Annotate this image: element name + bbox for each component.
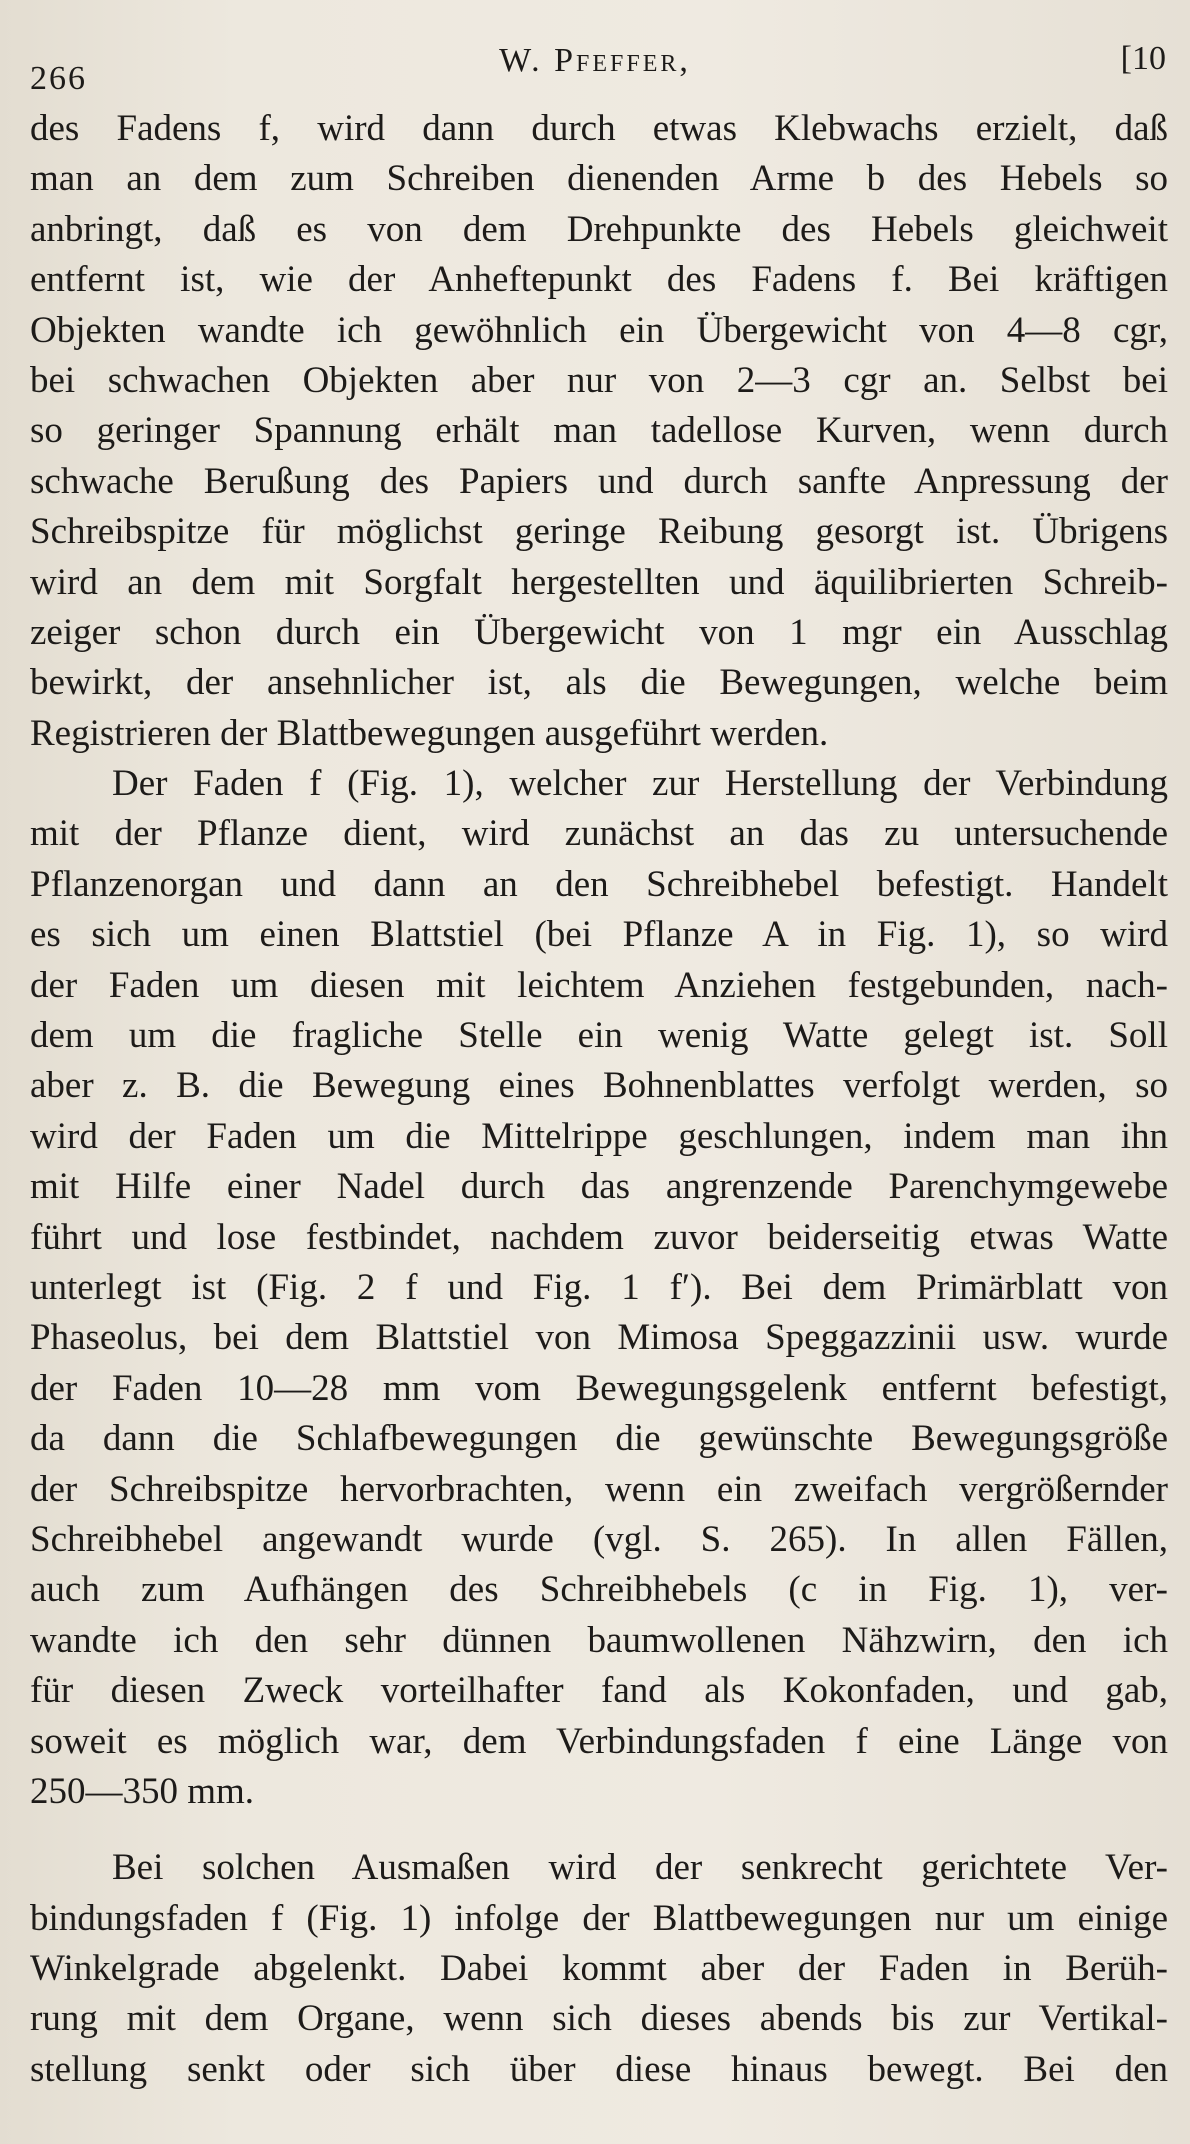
text-line: wandte ich den sehr dünnen baumwollenen Nähzwirn, den ich [30, 1619, 1168, 1661]
text-line: für diesen Zweck vorteilhafter fand als Kokonfaden, und gab, [30, 1670, 1168, 1712]
text-line: Der Faden f (Fig. 1), welcher zur Herstellung der Verbindung [112, 763, 1168, 805]
paragraph-gap [30, 1817, 1168, 1843]
header-section-number: [10 [1120, 40, 1166, 77]
text-line: des Fadens f, wird dann durch etwas Klebwachs erzielt, daß [30, 108, 1168, 149]
paragraph-1 [30, 104, 1168, 759]
text-line: Phaseolus, bei dem Blattstiel von Mimosa Speggazzinii usw. wurde [30, 1317, 1168, 1359]
text-line: entfernt ist, wie der Anheftepunkt des Fadens f. Bei kräftigen [30, 259, 1168, 301]
text-line: der Schreibspitze hervorbrachten, wenn ein zweifach vergrößernder [30, 1468, 1168, 1510]
text-line: mit der Pflanze dient, wird zunächst an das zu untersuchende [30, 813, 1168, 855]
text-line: rung mit dem Organe, wenn sich dieses abends bis zur Vertikal- [30, 1998, 1168, 2040]
text-line: auch zum Aufhängen des Schreibhebels (c in Fig. 1), ver- [30, 1569, 1168, 1611]
text-line: bei schwachen Objekten aber nur von 2—3 cgr an. Selbst bei [30, 359, 1168, 401]
paragraph-2 [30, 759, 1168, 1817]
text-line: zeiger schon durch ein Übergewicht von 1 mgr ein Ausschlag [30, 611, 1168, 653]
text-line: stellung senkt oder sich über diese hinaus bewegt. Bei den [30, 2048, 1168, 2090]
text-line: Objekten wandte ich gewöhnlich ein Übergewicht von 4—8 cgr, [30, 309, 1168, 351]
text-line: Schreibspitze für möglichst geringe Reibung gesorgt ist. Übrigens [30, 511, 1168, 553]
text-line: bewirkt, der ansehnlicher ist, als die Bewegungen, welche beim [30, 662, 1168, 704]
text-line: Bei solchen Ausmaßen wird der senkrecht gerichtete Ver- [112, 1847, 1168, 1889]
text-line: wird der Faden um die Mittelrippe geschlungen, indem man ihn [30, 1115, 1168, 1157]
text-line: aber z. B. die Bewegung eines Bohnenblattes verfolgt werden, so [30, 1065, 1168, 1107]
text-line: Pflanzenorgan und dann an den Schreibhebel befestigt. Handelt [30, 863, 1168, 905]
header-author: W. Pfeffer, [499, 42, 691, 79]
text-line: schwache Berußung des Papiers und durch sanfte Anpressung der [30, 460, 1168, 502]
text-line: anbringt, daß es von dem Drehpunkte des Hebels gleichweit [30, 208, 1168, 250]
text-line: Registrieren der Blattbewegungen ausgeführt werden. [30, 712, 829, 754]
text-line: der Faden 10—28 mm vom Bewegungsgelenk entfernt befestigt, [30, 1367, 1168, 1409]
text-line: dem um die fragliche Stelle ein wenig Watte gelegt ist. Soll [30, 1015, 1168, 1057]
text-line: bindungsfaden f (Fig. 1) infolge der Blattbewegungen nur um einige [30, 1897, 1168, 1939]
text-line: es sich um einen Blattstiel (bei Pflanze A in Fig. 1), so wird [30, 914, 1168, 956]
paragraph-3 [30, 1843, 1168, 2095]
text-line: da dann die Schlafbewegungen die gewünschte Bewegungsgröße [30, 1418, 1168, 1460]
text-line: wird an dem mit Sorgfalt hergestellten und äquilibrierten Schreib- [30, 561, 1168, 603]
body-text [30, 104, 1168, 2095]
text-line: 250—350 mm. [30, 1770, 255, 1812]
text-line: man an dem zum Schreiben dienenden Arme b des Hebels so [30, 158, 1168, 200]
text-line: so geringer Spannung erhält man tadellose Kurven, wenn durch [30, 410, 1168, 452]
text-line: mit Hilfe einer Nadel durch das angrenzende Parenchymgewebe [30, 1166, 1168, 1208]
text-line: Schreibhebel angewandt wurde (vgl. S. 265). In allen Fällen, [30, 1518, 1168, 1560]
text-line: soweit es möglich war, dem Verbindungsfaden f eine Länge von [30, 1720, 1168, 1762]
text-line: führt und lose festbindet, nachdem zuvor beiderseitig etwas Watte [30, 1216, 1168, 1258]
page-number: 266 [30, 60, 87, 97]
text-line: der Faden um diesen mit leichtem Anziehen festgebunden, nach- [30, 964, 1168, 1006]
text-line: Winkelgrade abgelenkt. Dabei kommt aber der Faden in Berüh- [30, 1948, 1168, 1990]
text-line: unterlegt ist (Fig. 2 f und Fig. 1 f′). Bei dem Primärblatt von [30, 1266, 1168, 1308]
running-head [0, 20, 1190, 100]
